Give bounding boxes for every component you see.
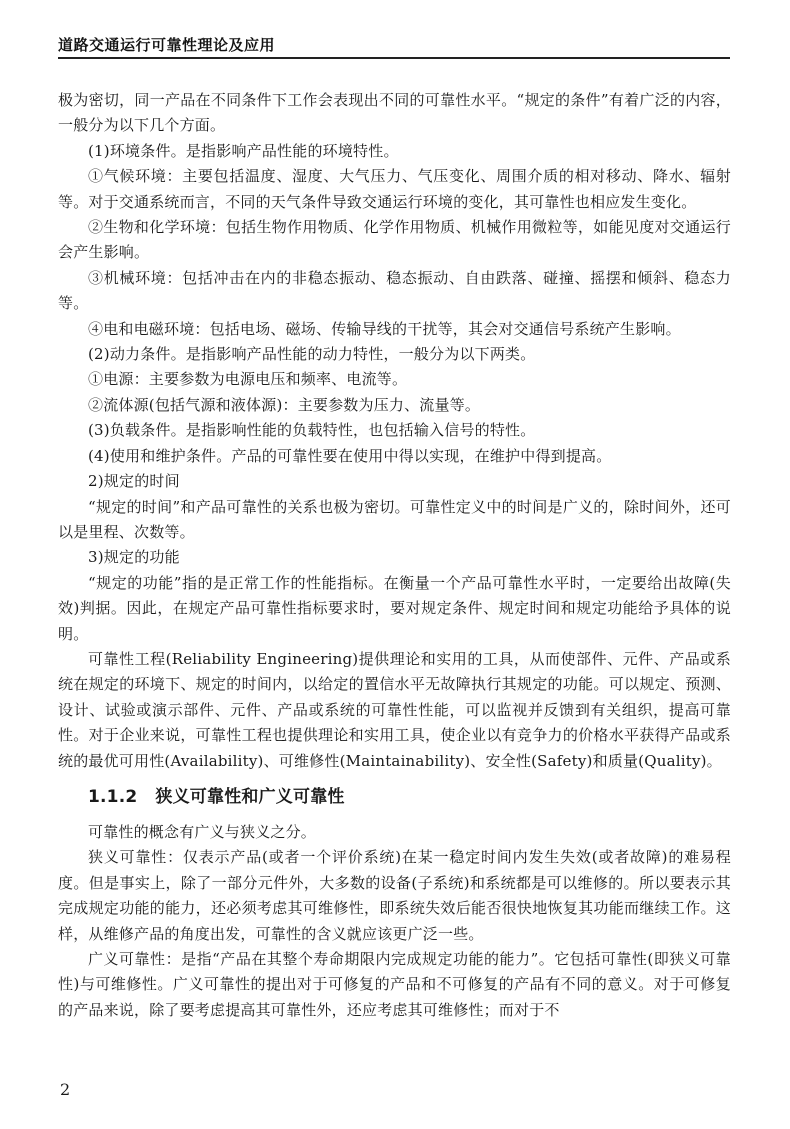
- header-rule: [58, 57, 730, 59]
- paragraph: 广义可靠性：是指“产品在其整个寿命期限内完成规定功能的能力”。它包括可靠性(即狭义可靠性)与可维修性。广义可靠性的提出对于可修复的产品和不可修复的产品有不同的意义。对于可修复的产品来说，除了要考虑提高其可靠性外，还应考虑其可维修性；而对于不: [58, 950, 731, 1019]
- paragraph: ③机械环境：包括冲击在内的非稳态振动、稳态振动、自由跌落、碰撞、摇摆和倾斜、稳态力等。: [58, 268, 731, 313]
- section-title: 狭义可靠性和广义可靠性: [155, 786, 345, 807]
- paragraph: ①气候环境：主要包括温度、湿度、大气压力、气压变化、周围介质的相对移动、降水、辐射等。对于交通系统而言，不同的天气条件导致交通运行环境的变化，其可靠性也相应发生变化。: [58, 167, 731, 211]
- body-text: [58, 88, 731, 1023]
- page-number: 2: [60, 1080, 71, 1099]
- paragraph: 狭义可靠性：仅表示产品(或者一个评价系统)在某一稳定时间内发生失效(或者故障)的难易程度。但是事实上，除了一部分元件外，大多数的设备(子系统)和系统都是可以维修的。所以要表示其完成规定功能的能力，还必须考虑其可维修性，即系统失效后能否很快地恢复其功能而继续工作。这样，从维修产品的角度出发，可靠性的含义就应该更广泛一些。: [58, 848, 731, 943]
- paragraph: 可靠性工程(Reliability Engineering)提供理论和实用的工具，从而使部件、元件、产品或系统在规定的环境下、规定的时间内，以给定的置信水平无故障执行其规定的功能。可以规定、预测、设计、试验或演示部件、元件、产品或系统的可靠性性能，可以监视并反馈到有关组织，提高可靠性。对于企业来说，可靠性工程也提供理论和实用工具，使企业以有竞争力的价格水平获得产品或系统的最优可用性(Availability)、可维修性(Maintainability)、安全性(Safety)和质量(Quality)。: [58, 649, 731, 770]
- running-header: 道路交通运行可靠性理论及应用: [58, 36, 276, 54]
- paragraph: ②生物和化学环境：包括生物作用物质、化学作用物质、机械作用微粒等，如能见度对交通运行会产生影响。: [58, 218, 731, 262]
- paragraph: (2)动力条件。是指影响产品性能的动力特性，一般分为以下两类。: [88, 345, 536, 364]
- subheading: 2)规定的时间: [88, 472, 180, 491]
- paragraph: (4)使用和维护条件。产品的可靠性要在使用中得以实现，在维护中得到提高。: [88, 446, 612, 465]
- paragraph: 极为密切，同一产品在不同条件下工作会表现出不同的可靠性水平。“规定的条件”有着广泛的内容，一般分为以下几个方面。: [58, 91, 731, 135]
- paragraph: “规定的功能”指的是正常工作的性能指标。在衡量一个产品可靠性水平时，一定要给出故障(失效)判据。因此，在规定产品可靠性指标要求时，要对规定条件、规定时间和规定功能给予具体的说明。: [58, 573, 731, 643]
- section-number: 1.1.2: [88, 786, 138, 807]
- subheading: 3)规定的功能: [88, 548, 180, 567]
- paragraph: 可靠性的概念有广义与狭义之分。: [88, 822, 317, 841]
- section-heading: [58, 784, 731, 810]
- paragraph: “规定的时间”和产品可靠性的关系也极为密切。可靠性定义中的时间是广义的，除时间外，还可以是里程、次数等。: [58, 497, 731, 541]
- paragraph: ②流体源(包括气源和液体源)：主要参数为压力、流量等。: [88, 395, 481, 414]
- paragraph: ①电源：主要参数为电源电压和频率、电流等。: [88, 370, 408, 389]
- paragraph: (1)环境条件。是指影响产品性能的环境特性。: [88, 141, 399, 160]
- paragraph: ④电和电磁环境：包括电场、磁场、传输导线的干扰等，其会对交通信号系统产生影响。: [88, 319, 681, 338]
- paragraph: (3)负载条件。是指影响性能的负载特性，也包括输入信号的特性。: [88, 421, 536, 440]
